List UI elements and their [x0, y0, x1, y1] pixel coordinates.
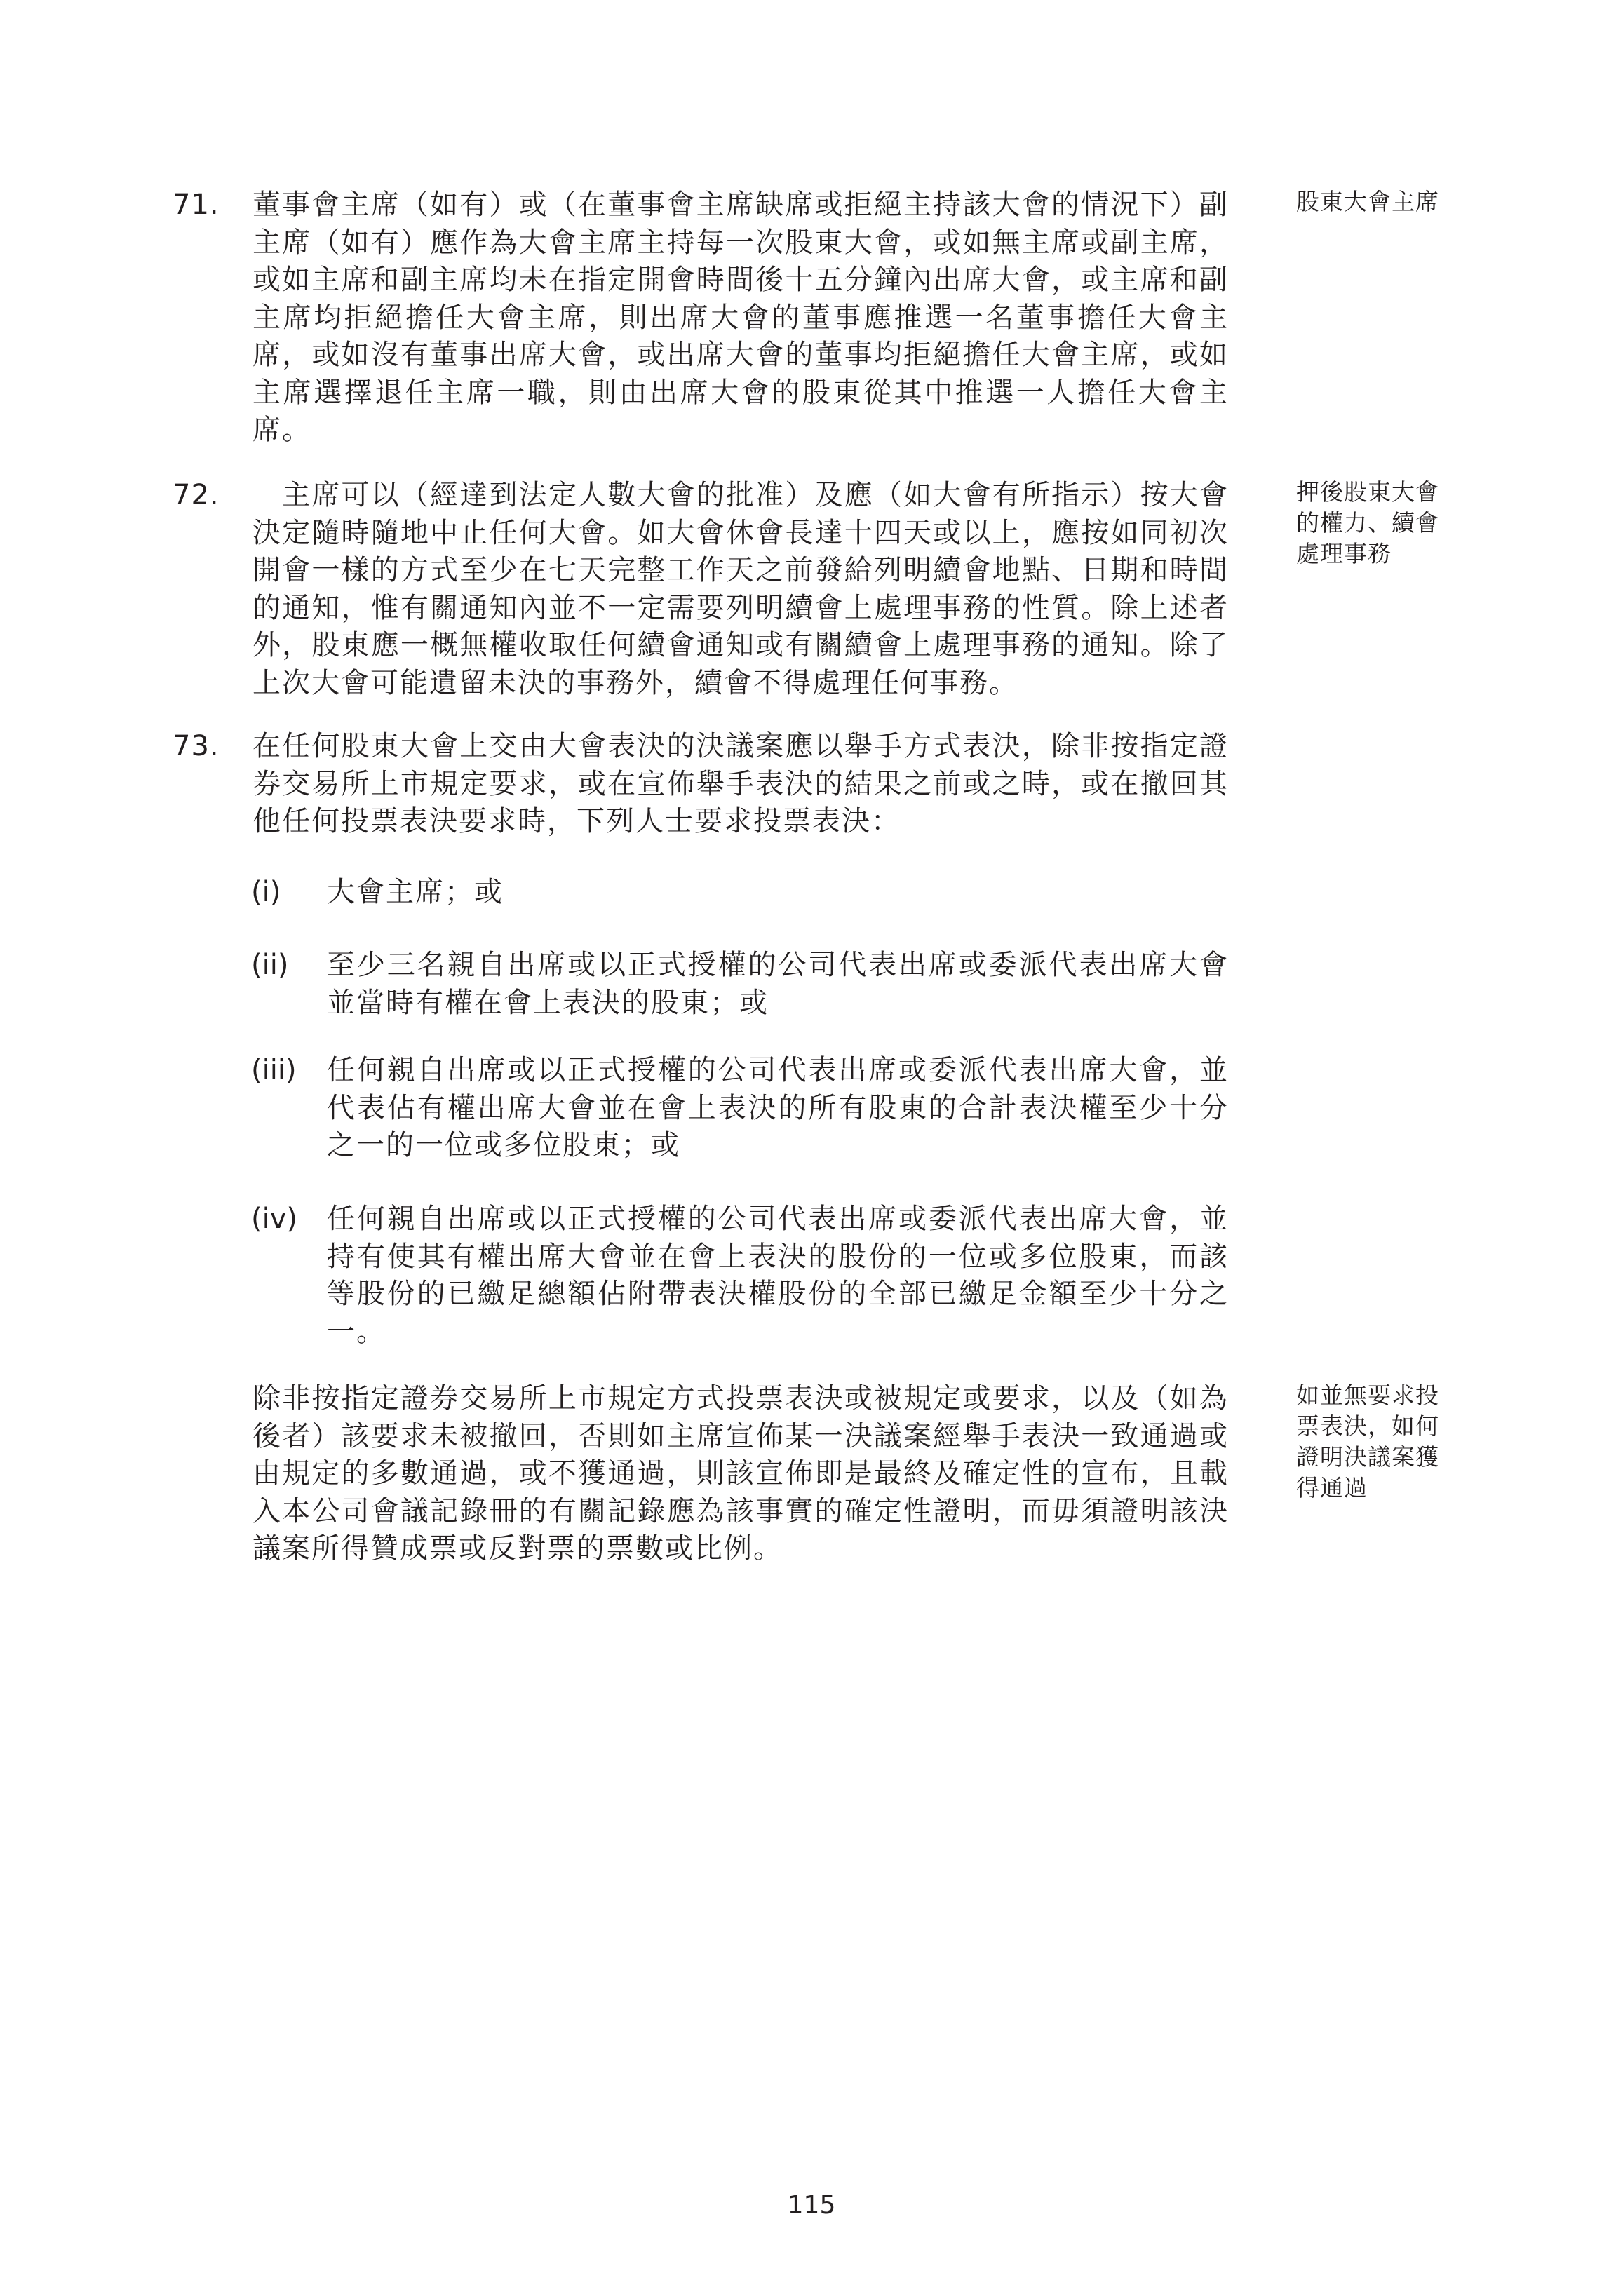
- closing-text: 除非按指定證券交易所上市規定方式投票表決或被規定或要求，以及（如為後者）該要求未被撤回，否則如主席宣佈某一決議案經舉手表決一致通過或由規定的多數通過，或不獲通過，則該宣佈即是最終及確定性的宣布，且載入本公司會議記錄冊的有關記錄應為該事實的確定性證明，而毋須證明該決議案所得贊成票或反對票的票數或比例。: [252, 1382, 1229, 1565]
- clause-number: 72.: [173, 479, 220, 511]
- sub-item-label: (ii): [251, 949, 289, 981]
- sub-item-label: (iii): [251, 1054, 297, 1086]
- side-note: 押後股東大會的權力、續會處理事務: [1296, 478, 1439, 567]
- side-note: 如並無要求投票表決，如何證明決議案獲得通過: [1296, 1382, 1439, 1501]
- sub-item-text: 任何親自出席或以正式授權的公司代表出席或委派代表出席大會，並持有使其有權出席大會並在會上表決的股份的一位或多位股東，而該等股份的已繳足總額佔附帶表決權股份的全部已繳足金額至少十分之一。: [327, 1203, 1229, 1348]
- clause-number: 73.: [173, 730, 220, 762]
- clause-text: 在任何股東大會上交由大會表決的決議案應以舉手方式表決，除非按指定證券交易所上市規定要求，或在宣佈舉手表決的結果之前或之時，或在撤回其他任何投票表決要求時，下列人士要求投票表決：: [252, 730, 1229, 837]
- sub-item-label: (i): [251, 876, 281, 908]
- clause-number: 71.: [173, 189, 220, 221]
- clause-text: 董事會主席（如有）或（在董事會主席缺席或拒絕主持該大會的情況下）副主席（如有）應作為大會主席主持每一次股東大會，或如無主席或副主席，或如主席和副主席均未在指定開會時間後十五分鐘內出席大會，或主席和副主席均拒絕擔任大會主席，則出席大會的董事應推選一名董事擔任大會主席，或如沒有董事出席大會，或出席大會的董事均拒絕擔任大會主席，或如主席選擇退任主席一職，則由出席大會的股東從其中推選一人擔任大會主席。: [252, 189, 1229, 446]
- sub-item-text: 至少三名親自出席或以正式授權的公司代表出席或委派代表出席大會並當時有權在會上表決的股東；或: [327, 949, 1229, 1019]
- clause-text: 主席可以（經達到法定人數大會的批准）及應（如大會有所指示）按大會決定隨時隨地中止任何大會。如大會休會長達十四天或以上，應按如同初次開會一樣的方式至少在七天完整工作天之前發給列明續會地點、日期和時間的通知，惟有關通知內並不一定需要列明續會上處理事務的性質。除上述者外，股東應一概無權收取任何續會通知或有關續會上處理事務的通知。除了上次大會可能遺留未決的事務外，續會不得處理任何事務。: [252, 479, 1229, 699]
- side-note: 股東大會主席: [1296, 188, 1439, 215]
- sub-item-text: 大會主席；或: [327, 876, 504, 908]
- page-number: 115: [787, 2191, 836, 2220]
- sub-item-text: 任何親自出席或以正式授權的公司代表出席或委派代表出席大會，並代表佔有權出席大會並在會上表決的所有股東的合計表決權至少十分之一的一位或多位股東；或: [327, 1054, 1229, 1161]
- sub-item-label: (iv): [251, 1203, 297, 1235]
